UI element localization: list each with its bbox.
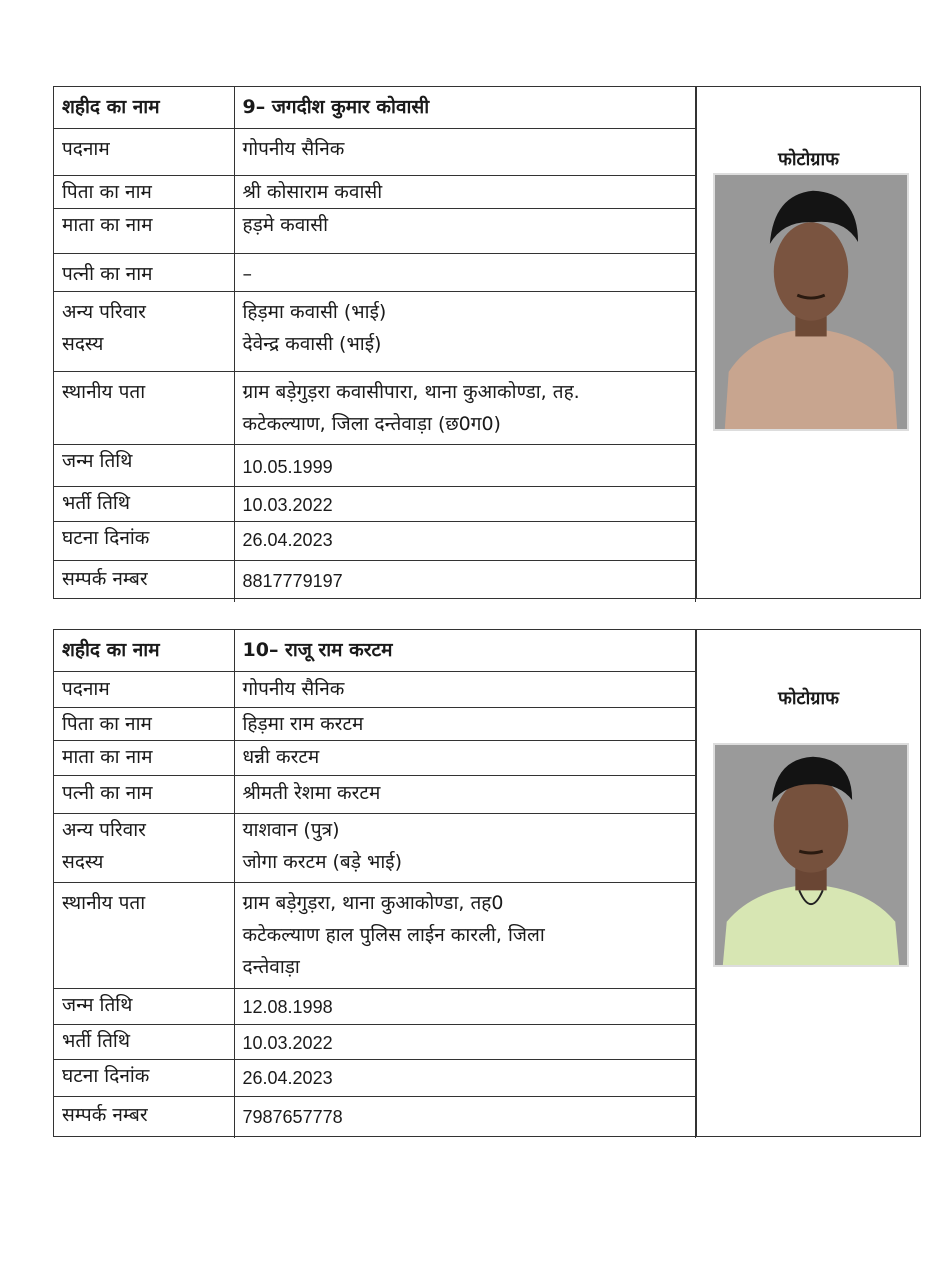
photo-label: फोटोग्राफ [778, 688, 839, 709]
father-label: पिता का नाम [54, 707, 234, 740]
martyr-name: 9– जगदीश कुमार कोवासी [234, 87, 696, 128]
incident-label: घटना दिनांक [54, 1059, 234, 1096]
photo-column [696, 87, 920, 598]
photo-column [696, 630, 920, 1136]
incident-value: 26.04.2023 [234, 521, 696, 560]
dob-value: 12.08.1998 [234, 988, 696, 1024]
address-line-2: कटेकल्याण, जिला दन्तेवाड़ा (छ0ग0) [242, 412, 501, 435]
contact-label: सम्पर्क नम्बर [54, 560, 234, 602]
father-value: हिड़मा राम करटम [234, 707, 696, 740]
photo-label: फोटोग्राफ [778, 149, 839, 170]
address-line-3: दन्तेवाड़ा [242, 955, 300, 978]
family-value [234, 291, 696, 371]
martyr-card-2 [53, 629, 921, 1137]
dob-label: जन्म तिथि [54, 988, 234, 1024]
dob-label: जन्म तिथि [54, 444, 234, 486]
father-label: पिता का नाम [54, 175, 234, 208]
family-label-line-1: अन्य परिवार [62, 818, 146, 841]
martyr-photo [713, 743, 909, 967]
martyr-details-table-2 [54, 630, 696, 1138]
address-label: स्थानीय पता [54, 371, 234, 444]
recruitment-value: 10.03.2022 [234, 1024, 696, 1059]
address-line-1: ग्राम बड़ेगुड़रा कवासीपारा, थाना कुआकोण्डा, तह. [242, 380, 580, 403]
wife-value: – [234, 253, 696, 291]
recruitment-value: 10.03.2022 [234, 486, 696, 521]
family-label-line-1: अन्य परिवार [62, 300, 146, 323]
address-line-2: कटेकल्याण हाल पुलिस लाईन कारली, जिला [242, 923, 545, 946]
name-label: शहीद का नाम [54, 630, 234, 671]
dob-value: 10.05.1999 [234, 444, 696, 486]
mother-value: हड़मे कवासी [234, 208, 696, 253]
martyr-photo [713, 173, 909, 431]
address-value [234, 882, 696, 988]
designation-value: गोपनीय सैनिक [234, 671, 696, 707]
family-member-2: देवेन्द्र कवासी (भाई) [242, 332, 382, 355]
incident-label: घटना दिनांक [54, 521, 234, 560]
family-member-1: हिड़मा कवासी (भाई) [242, 300, 387, 323]
recruitment-label: भर्ती तिथि [54, 1024, 234, 1059]
portrait-image [715, 745, 907, 965]
contact-value: 7987657778 [234, 1096, 696, 1138]
address-label: स्थानीय पता [54, 882, 234, 988]
wife-value: श्रीमती रेशमा करटम [234, 775, 696, 813]
contact-label: सम्पर्क नम्बर [54, 1096, 234, 1138]
family-label [54, 813, 234, 882]
martyr-card-1 [53, 86, 921, 599]
family-label-line-2: सदस्य [62, 332, 104, 355]
martyr-details-table-1 [54, 87, 696, 602]
family-label [54, 291, 234, 371]
wife-label: पत्नी का नाम [54, 253, 234, 291]
contact-value: 8817779197 [234, 560, 696, 602]
martyr-name: 10– राजू राम करटम [234, 630, 696, 671]
incident-value: 26.04.2023 [234, 1059, 696, 1096]
family-value [234, 813, 696, 882]
mother-label: माता का नाम [54, 208, 234, 253]
address-value [234, 371, 696, 444]
family-member-2: जोगा करटम (बड़े भाई) [242, 850, 403, 873]
family-label-line-2: सदस्य [62, 850, 104, 873]
address-line-1: ग्राम बड़ेगुड़रा, थाना कुआकोण्डा, तह0 [242, 891, 504, 914]
name-label: शहीद का नाम [54, 87, 234, 128]
family-member-1: याशवान (पुत्र) [242, 818, 340, 841]
portrait-image [715, 175, 907, 429]
designation-value: गोपनीय सैनिक [234, 128, 696, 175]
designation-label: पदनाम [54, 671, 234, 707]
mother-value: धन्नी करटम [234, 740, 696, 775]
mother-label: माता का नाम [54, 740, 234, 775]
wife-label: पत्नी का नाम [54, 775, 234, 813]
recruitment-label: भर्ती तिथि [54, 486, 234, 521]
designation-label: पदनाम [54, 128, 234, 175]
father-value: श्री कोसाराम कवासी [234, 175, 696, 208]
